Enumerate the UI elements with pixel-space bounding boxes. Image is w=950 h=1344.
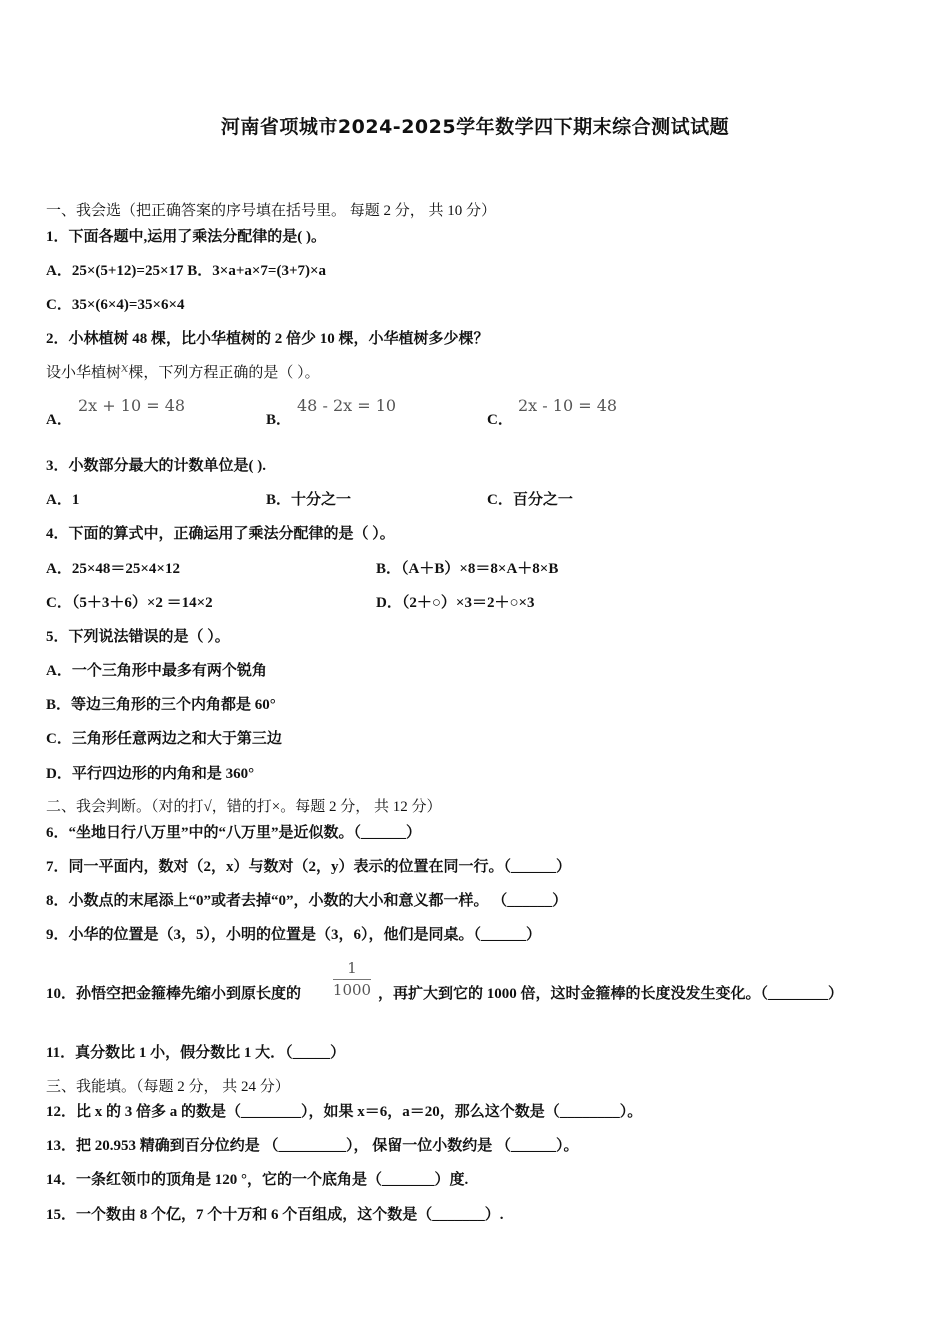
question-2-label-a: A． <box>46 412 72 428</box>
question-3-option-c: C．百分之一 <box>487 492 573 508</box>
question-2-equation-a: 2x + 10 = 48 <box>78 396 186 415</box>
question-4-option-d: D．（2＋○）×3＝2＋○×3 <box>376 595 535 611</box>
question-4-option-c: C．（5＋3＋6）×2 ＝14×2 <box>46 595 213 611</box>
question-1-stem: 1．下面各题中,运用了乘法分配律的是( )。 <box>46 229 326 245</box>
question-5-stem: 5．下列说法错误的是（ ）。 <box>46 629 230 645</box>
question-1-option-c: C．35×(6×4)=35×6×4 <box>46 297 185 313</box>
question-5-option-a: A．一个三角形中最多有两个锐角 <box>46 663 267 679</box>
question-10-prefix: 10．孙悟空把金箍棒先缩小到原长度的 <box>46 986 302 1002</box>
page-title: 河南省项城市2024-2025学年数学四下期末综合测试试题 <box>220 116 730 138</box>
question-4-option-b: B．（A＋B）×8＝8×A＋8×B <box>376 561 559 577</box>
question-7: 7．同一平面内，数对（2，x）与数对（2，y）表示的位置在同一行。（______） <box>46 859 572 875</box>
question-12: 12．比 x 的 3 倍多 a 的数是（________），如果 x＝6，a＝20，那么这个数是（________）。 <box>46 1104 643 1120</box>
question-3-option-a: A．1 <box>46 492 80 508</box>
fraction-denominator: 1000 <box>332 981 372 999</box>
question-15: 15．一个数由 8 个亿，7 个十万和 6 个百组成，这个数是（_______）. <box>46 1207 504 1223</box>
setup-suffix: 棵，下列方程正确的是（ ）。 <box>128 365 320 381</box>
question-2-equation-c: 2x - 10 = 48 <box>518 396 618 415</box>
question-3-stem: 3．小数部分最大的计数单位是( ). <box>46 458 266 474</box>
question-2-setup <box>46 363 320 384</box>
question-6: 6．“坐地日行八万里”中的“八万里”是近似数。（______） <box>46 825 422 841</box>
question-5-option-c: C．三角形任意两边之和大于第三边 <box>46 731 282 747</box>
question-10-suffix: ，再扩大到它的 1000 倍，这时金箍棒的长度没发生变化。（________） <box>378 986 844 1002</box>
question-5-option-d: D．平行四边形的内角和是 360° <box>46 766 255 782</box>
question-3-option-b: B．十分之一 <box>266 492 352 508</box>
question-2-equation-b: 48 - 2x = 10 <box>297 396 397 415</box>
fraction-bar <box>333 979 371 980</box>
variable-x: x <box>121 361 129 376</box>
setup-prefix: 设小华植树 <box>46 365 122 381</box>
question-13: 13．把 20.953 精确到百分位约是 （_________）， 保留一位小数约是 （______）。 <box>46 1138 579 1154</box>
question-8: 8．小数点的末尾添上“0”或者去掉“0”，小数的大小和意义都一样。 （______） <box>46 893 568 909</box>
question-2-label-b: B． <box>266 412 292 428</box>
question-4-stem: 4．下面的算式中，正确运用了乘法分配律的是（ ）。 <box>46 526 395 542</box>
question-9: 9．小华的位置是（3，5），小明的位置是（3，6），他们是同桌。（______） <box>46 927 542 943</box>
question-2-label-c: C． <box>487 412 513 428</box>
question-14: 14．一条红领巾的顶角是 120 °，它的一个底角是（_______）度. <box>46 1172 469 1188</box>
question-11: 11．真分数比 1 小，假分数比 1 大．（_____） <box>46 1045 346 1061</box>
question-1-options-ab: A．25×(5+12)=25×17 B．3×a+a×7=(3+7)×a <box>46 263 327 279</box>
section-2-header: 二、我会判断。（对的打√，错的打×。每题 2 分， 共 12 分） <box>46 799 442 815</box>
question-2-stem: 2．小林植树 48 棵，比小华植树的 2 倍少 10 棵，小华植树多少棵？ <box>46 331 489 347</box>
question-4-option-a: A．25×48＝25×4×12 <box>46 561 180 577</box>
question-5-option-b: B．等边三角形的三个内角都是 60° <box>46 697 276 713</box>
section-3-header: 三、我能填。（每题 2 分， 共 24 分） <box>46 1079 290 1095</box>
section-1-header: 一、我会选（把正确答案的序号填在括号里。 每题 2 分， 共 10 分） <box>46 203 497 219</box>
fraction-one-thousandth <box>331 958 373 999</box>
fraction-numerator: 1 <box>347 959 357 977</box>
